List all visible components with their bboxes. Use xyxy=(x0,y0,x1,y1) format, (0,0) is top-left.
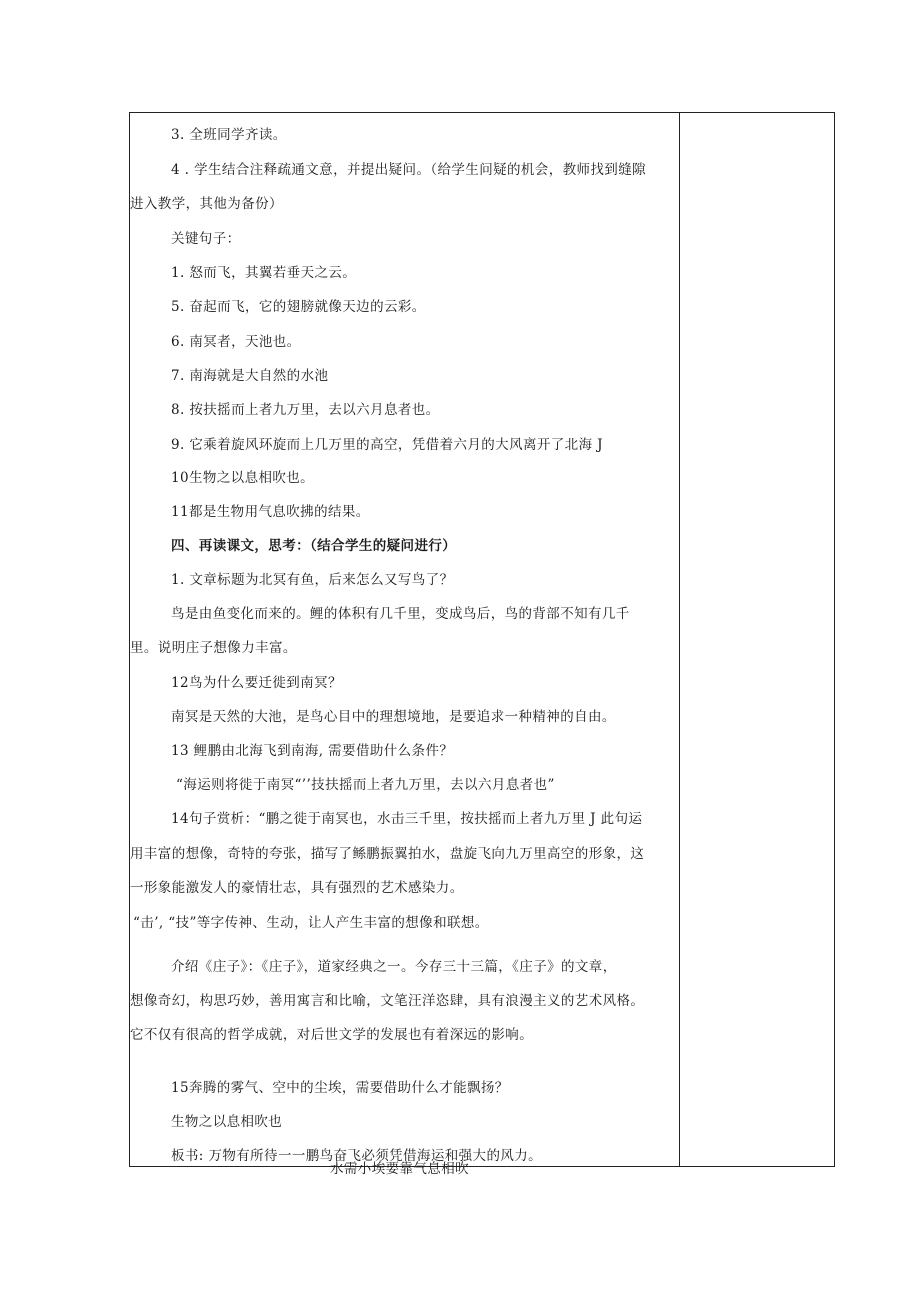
text-line: 1. 怒而飞，其翼若垂天之云。 xyxy=(171,265,357,281)
text-line: 想像奇幻，构思巧妙，善用寓言和比喻，文笔汪洋恣肆，具有浪漫主义的艺术风格。 xyxy=(130,993,645,1009)
notes-cell xyxy=(680,112,834,1166)
text-line: 南冥是天然的大池，是鸟心目中的理想境地，是要追求一种精神的自由。 xyxy=(171,709,616,725)
text-line: 14句子赏析：“鹏之徙于南冥也，水击三千里，按扶摇而上者九万里 J 此句运 xyxy=(171,811,643,827)
text-line: 3. 全班同学齐读。 xyxy=(171,127,287,143)
text-line: “海运则将徙于南冥“’’技扶摇而上者九万里，去以六月息者也” xyxy=(176,777,555,793)
text-line: 1. 文章标题为北冥有鱼，后来怎么又写鸟了？ xyxy=(171,572,454,588)
text-line: “击’, “技”等字传神、生动，让人产生丰富的想像和联想。 xyxy=(133,915,489,931)
text-line: 7. 南海就是大自然的水池 xyxy=(171,368,329,384)
text-line: 生物之以息相吹也 xyxy=(171,1114,283,1130)
cut-off-text-line: 水需小埃要靠气息相吹 xyxy=(330,1161,469,1177)
text-line: 一形象能激发人的豪情壮志，具有强烈的艺术感染力。 xyxy=(130,880,464,896)
text-line: 进入教学，其他为备份） xyxy=(130,196,283,212)
text-line: 11都是生物用气息吹拂的结果。 xyxy=(171,504,370,520)
text-line: 9. 它乘着旋风环旋而上几万里的高空，凭借着六月的大风离开了北海 J xyxy=(171,437,603,453)
text-line: 8. 按扶摇而上者九万里，去以六月息者也。 xyxy=(171,402,440,418)
text-line: 板书: 万物有所待一一鹏鸟奋飞必须凭借海运和强大的风力。 xyxy=(171,1148,543,1164)
section-heading: 四、再读课文，思考：（结合学生的疑问进行） xyxy=(171,538,457,554)
text-line: 15奔腾的雾气、空中的尘埃，需要借助什么才能飘扬？ xyxy=(171,1080,509,1096)
text-line: 6. 南冥者，天池也。 xyxy=(171,334,301,350)
text-line: 10生物之以息相吹也。 xyxy=(171,470,315,486)
text-line: 介绍《庄子》：《庄子》，道家经典之一。今存三十三篇，《庄子》的文章， xyxy=(171,959,617,975)
text-line: 13 鲤鹏由北海飞到南海, 需要借助什么条件？ xyxy=(171,743,454,759)
text-line: 鸟是由鱼变化而来的。鲤的体积有几千里，变成鸟后，鸟的背部不知有几千 xyxy=(171,606,630,622)
text-line: 5. 奋起而飞，它的翅膀就像天边的云彩。 xyxy=(171,299,426,315)
text-line: 里。说明庄子想像力丰富。 xyxy=(130,640,297,656)
text-line: 它不仅有很高的哲学成就，对后世文学的发展也有着深远的影响。 xyxy=(130,1027,534,1043)
text-line: 关键句子： xyxy=(171,231,241,247)
text-line: 用丰富的想像，奇特的夸张，描写了鲧鹏振翼拍水，盘旋飞向九万里高空的形象，这 xyxy=(130,846,645,862)
text-line: 4 . 学生结合注释疏通文意，并提出疑问。（给学生问疑的机会，教师找到缝隙 xyxy=(171,162,647,178)
text-line: 12鸟为什么要迁徙到南冥？ xyxy=(171,675,342,691)
